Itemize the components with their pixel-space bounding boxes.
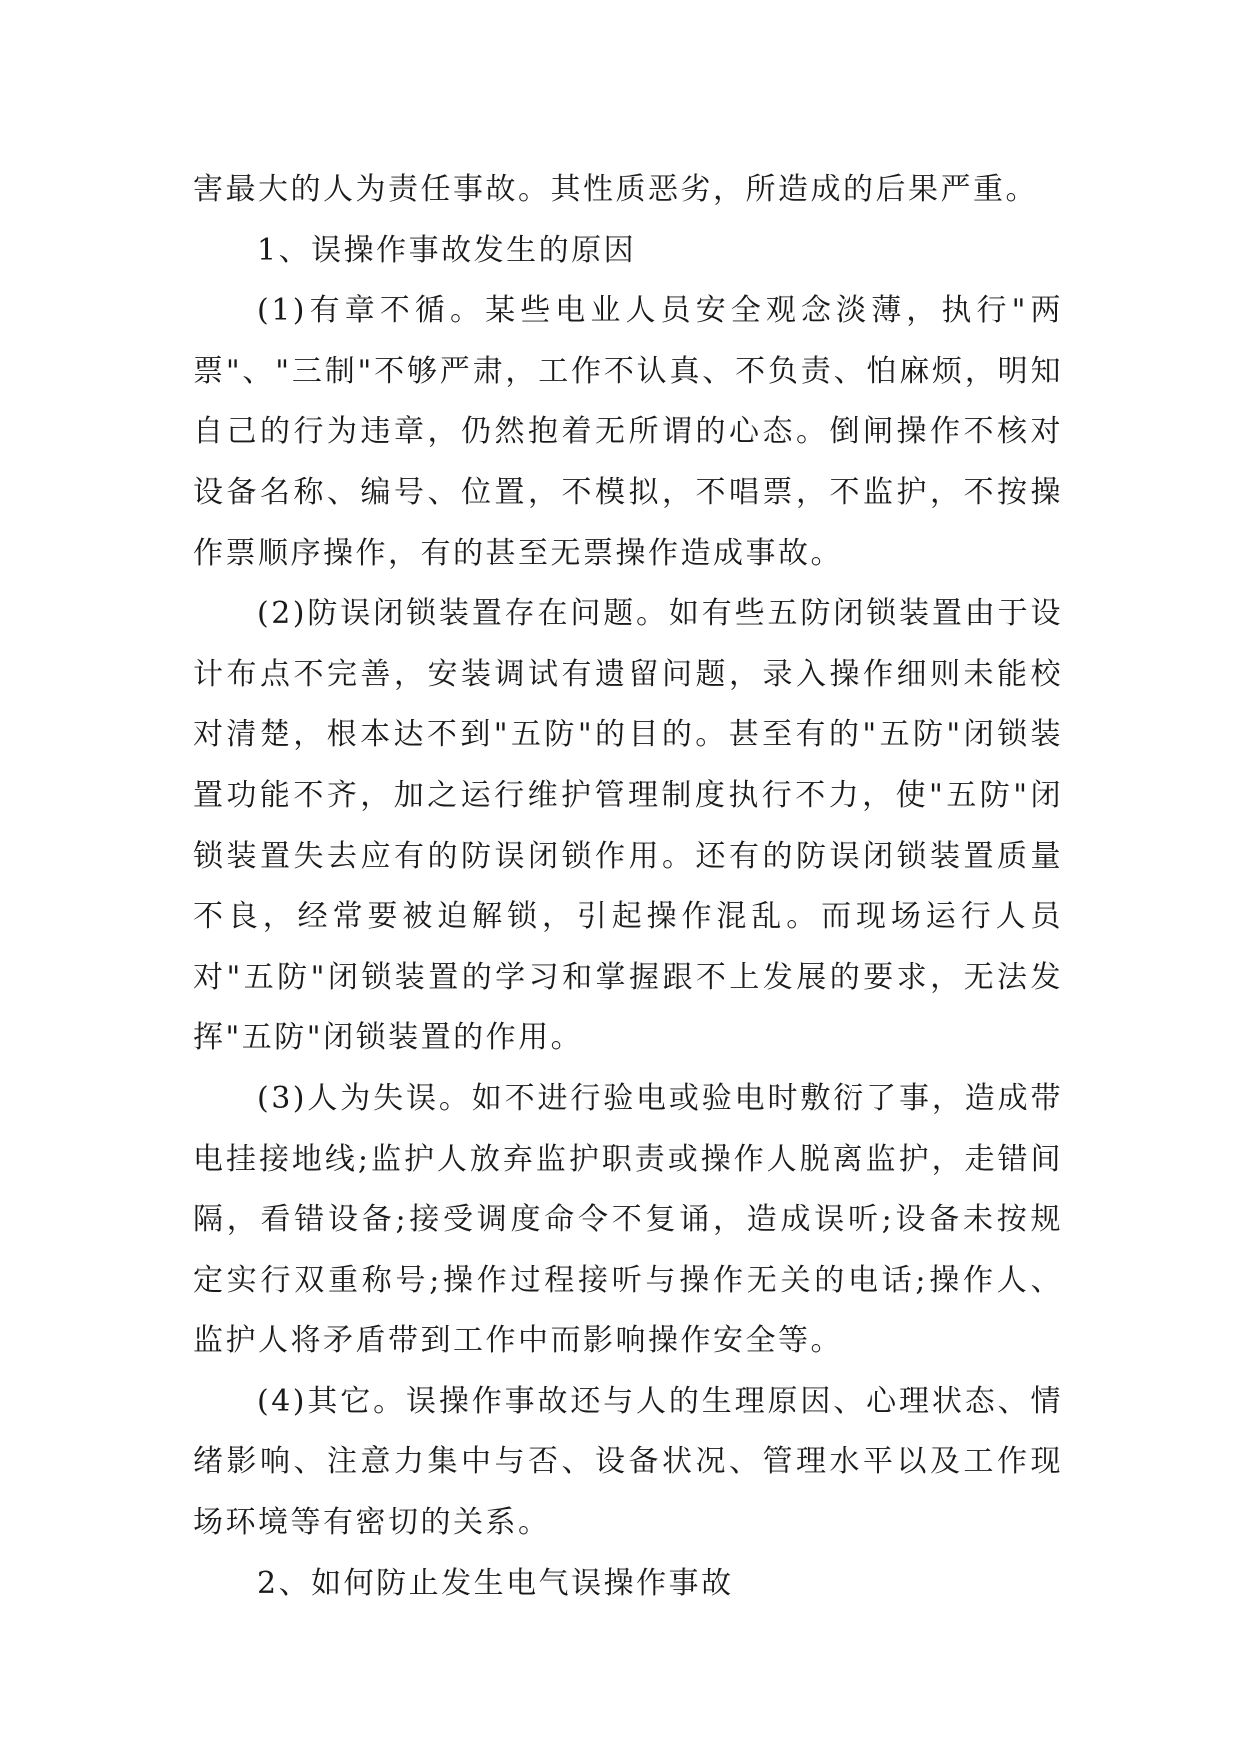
section-heading-causes: 1、误操作事故发生的原因: [257, 232, 637, 268]
paragraph-cause-4: (4)其它。误操作事故还与人的生理原因、心理状态、情绪影响、注意力集中与否、设备状况、管理水平以及工作现场环境等有密切的关系。: [193, 1383, 1063, 1541]
paragraph-continuation: 害最大的人为责任事故。其性质恶劣，所造成的后果严重。: [193, 172, 1038, 207]
document-body: [193, 160, 1063, 1614]
paragraph-cause-2: (2)防误闭锁装置存在问题。如有些五防闭锁装置由于设计布点不完善，安装调试有遗留问题，录入操作细则未能校对清楚，根本达不到"五防"的目的。甚至有的"五防"闭锁装置功能不齐，加之运行维护管理制度执行不力，使"五防"闭锁装置失去应有的防误闭锁作用。还有的防误闭锁装置质量不良，经常要被迫解锁，引起操作混乱。而现场运行人员对"五防"闭锁装置的学习和掌握跟不上发展的要求，无法发挥"五防"闭锁装置的作用。: [193, 596, 1063, 1056]
paragraph-cause-1: (1)有章不循。某些电业人员安全观念淡薄，执行"两票"、"三制"不够严肃，工作不认真、不负责、怕麻烦，明知自己的行为违章，仍然抱着无所谓的心态。倒闸操作不核对设备名称、编号、位置，不模拟，不唱票，不监护，不按操作票顺序操作，有的甚至无票操作造成事故。: [193, 293, 1063, 571]
section-heading-prevention: 2、如何防止发生电气误操作事故: [257, 1565, 734, 1601]
paragraph-cause-3: (3)人为失误。如不进行验电或验电时敷衍了事，造成带电挂接地线;监护人放弃监护职责或操作人脱离监护，走错间隔，看错设备;接受调度命令不复诵，造成误听;设备未按规定实行双重称号;操作过程接听与操作无关的电话;操作人、监护人将矛盾带到工作中而影响操作安全等。: [193, 1080, 1063, 1359]
